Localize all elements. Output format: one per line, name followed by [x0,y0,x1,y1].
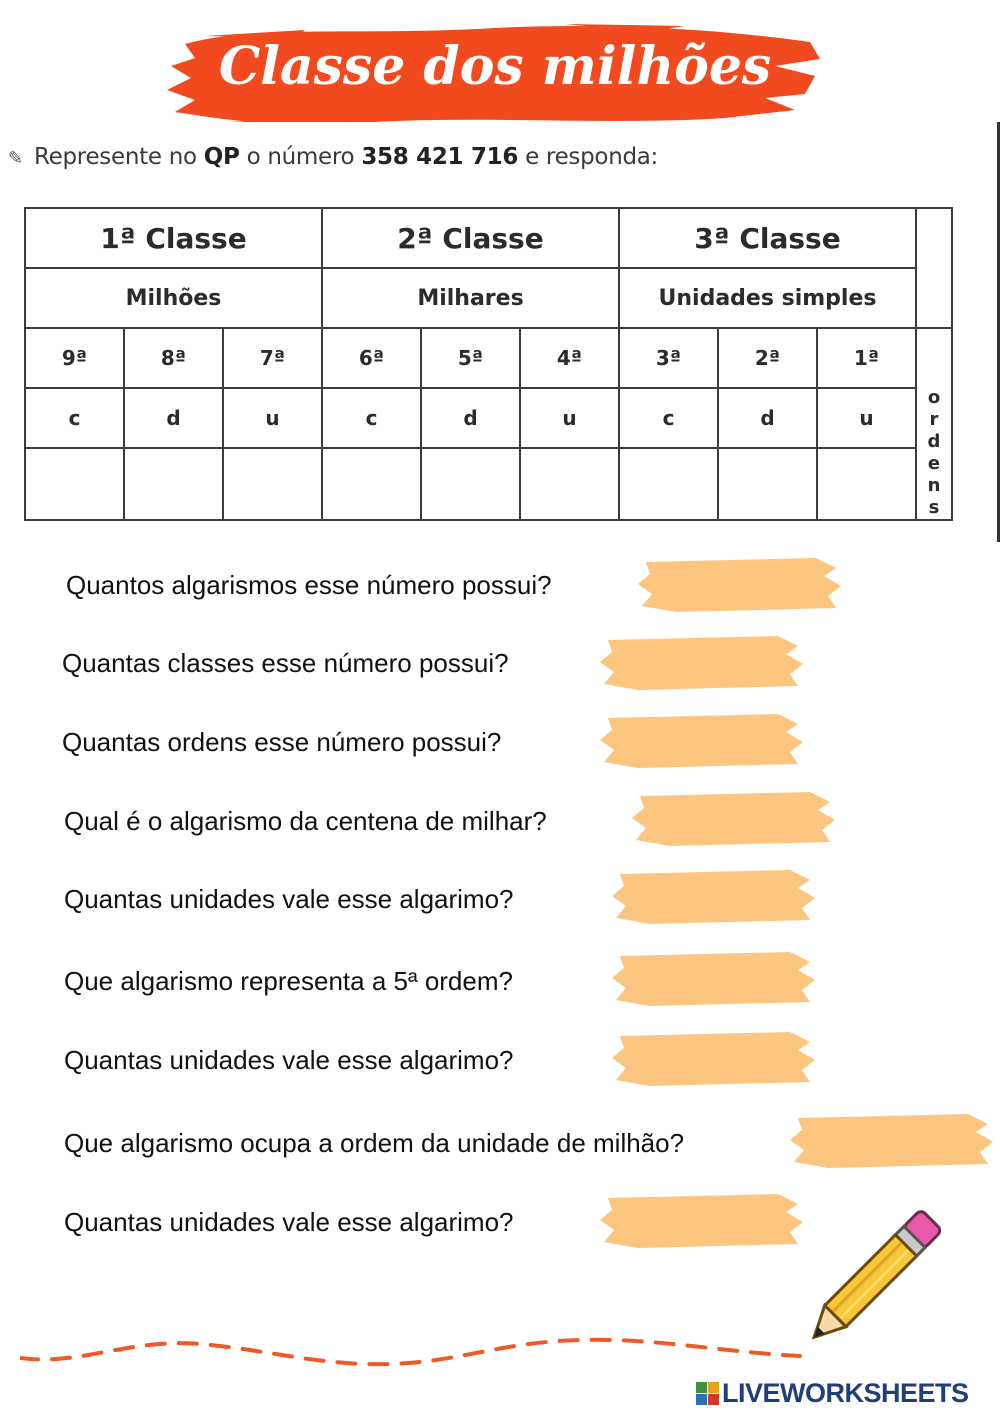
target-number: 358 421 716 [361,144,519,170]
place-cell: d [718,388,817,448]
pencil-icon [780,1190,960,1370]
qp-label: QP [203,144,240,170]
corner-cell [916,208,952,328]
place-cell: u [520,388,619,448]
answer-field-7[interactable] [610,1028,820,1090]
digit-cell [817,448,916,520]
class-name: Unidades simples [619,268,916,328]
order-cell: 8ª [124,328,223,388]
question-6: Que algarismo representa a 5ª ordem? [64,966,513,996]
small-pencil-icon: ✎ [8,148,23,169]
ordens-side-label: o r d e n s [916,328,952,520]
digit-cell [520,448,619,520]
dashed-wave-line [20,1322,810,1372]
digit-cell [421,448,520,520]
digits-row [25,448,952,520]
order-cell: 2ª [718,328,817,388]
order-cell: 9ª [25,328,124,388]
question-4: Qual é o algarismo da centena de milhar? [64,806,547,836]
class-header: 2ª Classe [322,208,619,268]
answer-field-9[interactable] [598,1190,808,1252]
instruction-text: ✎ Represente no QP o número 358 421 716 e responda: [8,144,659,170]
place-cell: c [25,388,124,448]
place-cell: u [817,388,916,448]
order-cell: 6ª [322,328,421,388]
class-name: Milhares [322,268,619,328]
answer-field-8[interactable] [788,1110,998,1172]
order-cell: 4ª [520,328,619,388]
class-header: 3ª Classe [619,208,916,268]
place-value-table [24,207,953,521]
question-5: Quantas unidades vale esse algarimo? [64,884,514,914]
place-cell: d [421,388,520,448]
question-1: Quantos algarismos esse número possui? [66,570,552,600]
order-cell: 7ª [223,328,322,388]
answer-field-1[interactable] [636,554,846,616]
question-9: Quantas unidades vale esse algarimo? [64,1207,514,1237]
answer-field-4[interactable] [630,788,840,850]
place-cell: c [619,388,718,448]
place-cell: d [124,388,223,448]
order-cell: 1ª [817,328,916,388]
question-8: Que algarismo ocupa a ordem da unidade de milhão? [64,1128,685,1158]
page-title: Classe dos milhões [218,36,772,97]
exercise-scan [0,122,1000,542]
answer-field-3[interactable] [598,710,808,772]
liveworksheets-logo-icon [696,1382,719,1405]
answer-field-2[interactable] [598,632,808,694]
digit-cell [718,448,817,520]
answer-field-6[interactable] [610,948,820,1010]
digit-cell [25,448,124,520]
place-cell: u [223,388,322,448]
digit-cell [322,448,421,520]
class-names-row [25,268,952,328]
class-name: Milhões [25,268,322,328]
place-cell: c [322,388,421,448]
title-banner [165,14,825,134]
liveworksheets-brand [696,1378,969,1409]
brand-name: LIVEWORKSHEETS [722,1378,969,1408]
answer-field-5[interactable] [610,866,820,928]
question-7: Quantas unidades vale esse algarimo? [64,1045,514,1075]
digit-cell [124,448,223,520]
places-row [25,388,952,448]
order-cell: 5ª [421,328,520,388]
class-header: 1ª Classe [25,208,322,268]
question-3: Quantas ordens esse número possui? [62,727,502,757]
digit-cell [223,448,322,520]
digit-cell [619,448,718,520]
question-2: Quantas classes esse número possui? [62,648,509,678]
orders-row [25,328,952,388]
order-cell: 3ª [619,328,718,388]
classes-row [25,208,952,268]
